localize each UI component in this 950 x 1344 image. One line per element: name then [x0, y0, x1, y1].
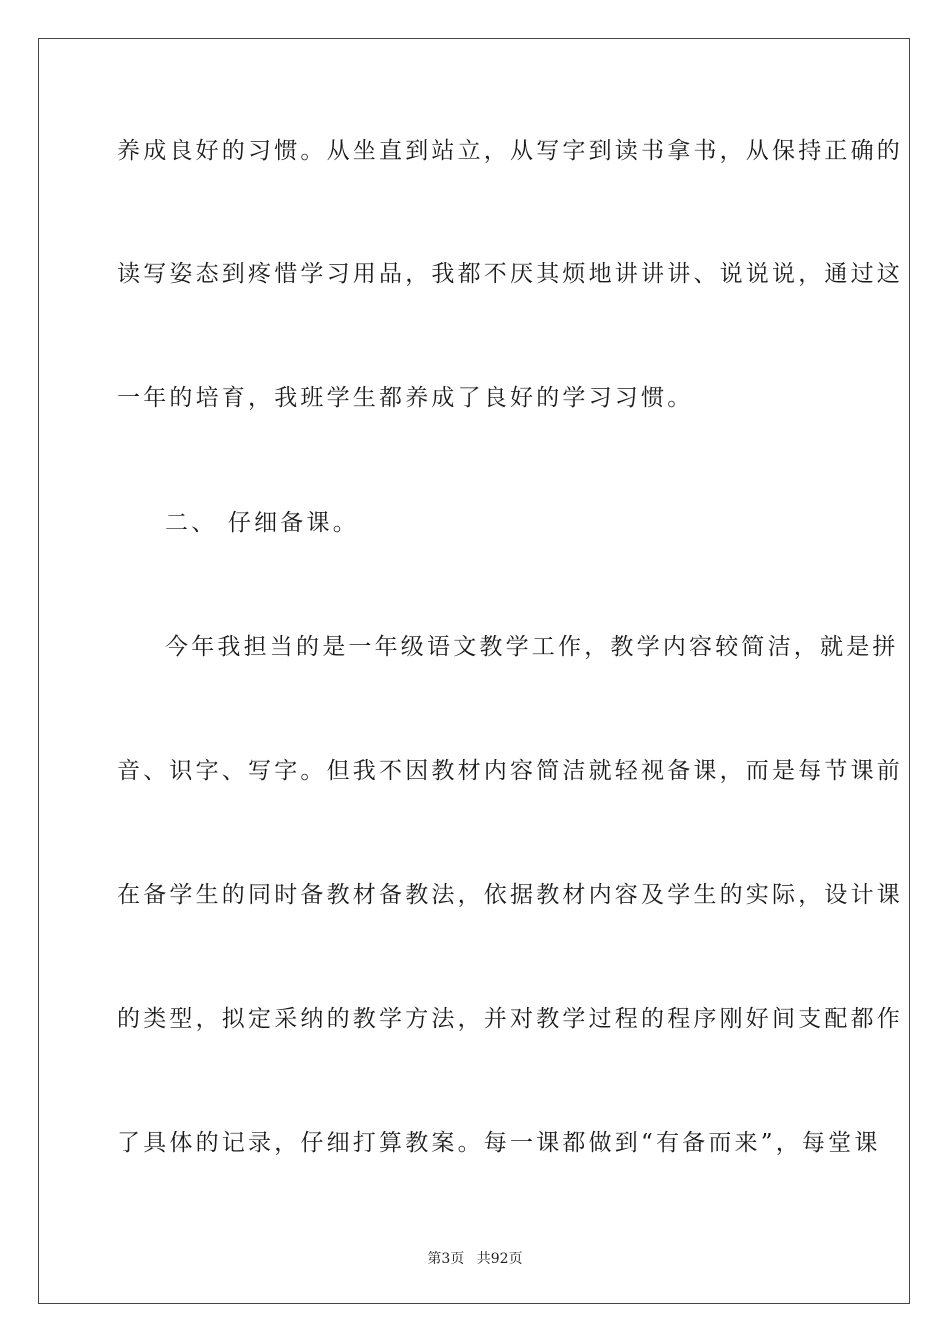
- paragraph-line: 音、识字、写字。但我不因教材内容简洁就轻视备课，而是每节课前: [117, 758, 903, 784]
- page-number: 第3页: [427, 1251, 465, 1267]
- total-pages: 共92页: [476, 1251, 523, 1267]
- paragraph-line: 了具体的记录，仔细打算教案。每一课都做到“有备而来”，每堂课: [117, 1130, 881, 1156]
- paragraph-line: 在备学生的同时备教材备教法，依据教材内容及学生的实际，设计课: [117, 882, 903, 908]
- paragraph-line: 今年我担当的是一年级语文教学工作，教学内容较简洁，就是拼: [165, 634, 899, 660]
- paragraph-line: 一年的培育，我班学生都养成了良好的学习习惯。: [117, 385, 694, 411]
- paragraph-line: 读写姿态到疼惜学习用品，我都不厌其烦地讲讲讲、说说说，通过这: [117, 261, 903, 287]
- page-footer: [0, 1248, 950, 1268]
- section-heading: 二、 仔细备课。: [165, 510, 359, 536]
- paragraph-line: 养成良好的习惯。从坐直到站立，从写字到读书拿书，从保持正确的: [117, 138, 903, 164]
- paragraph-line: 的类型，拟定采纳的教学方法，并对教学过程的程序刚好间支配都作: [117, 1006, 903, 1032]
- page-border: [38, 38, 910, 1304]
